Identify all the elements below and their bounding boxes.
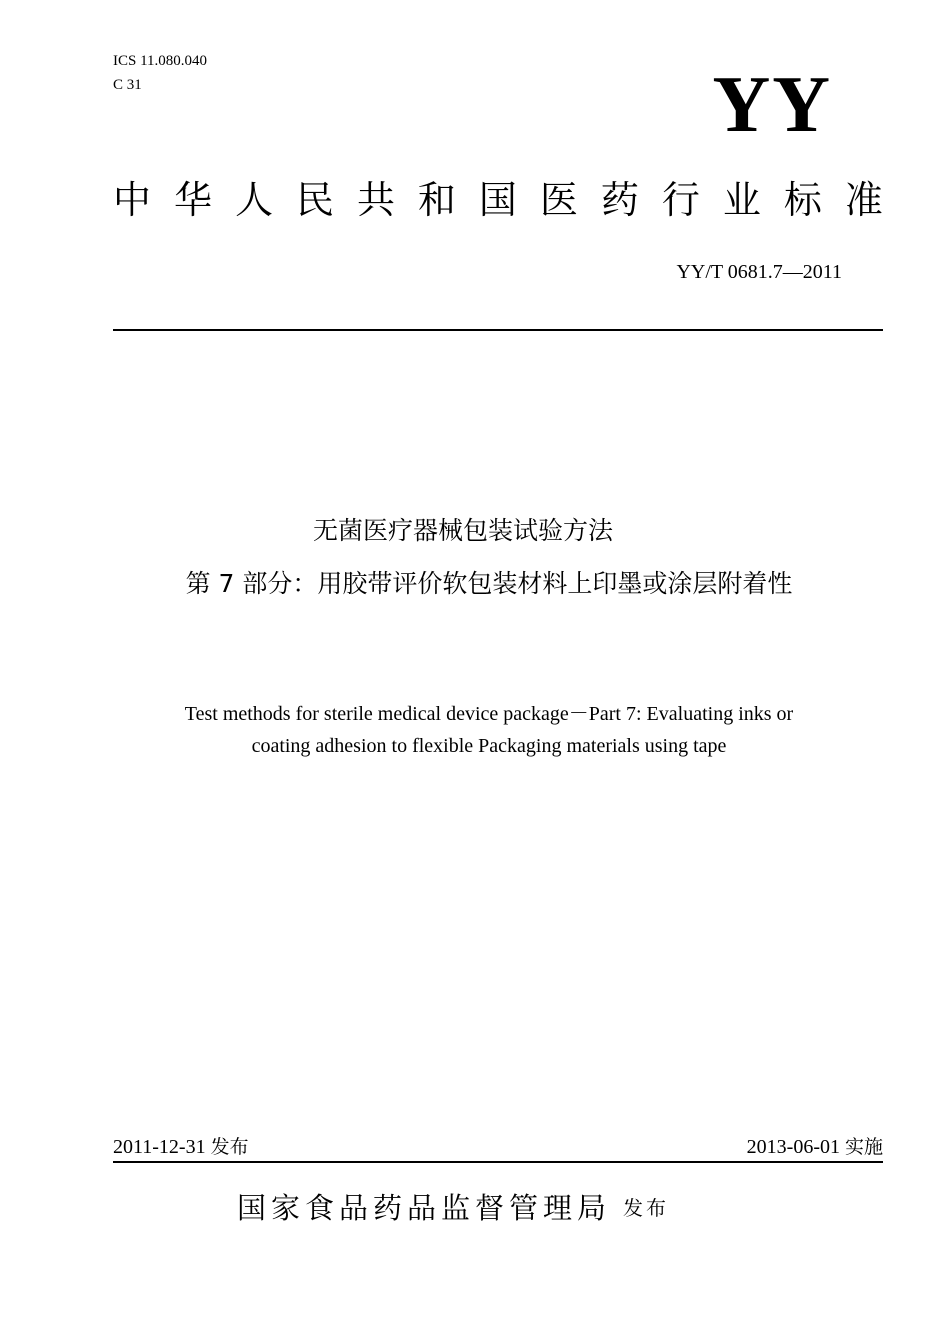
standard-number: YY/T 0681.7—2011 xyxy=(676,261,842,283)
publisher-line xyxy=(237,1188,669,1228)
implement-label: 实施 xyxy=(844,1136,883,1158)
top-divider xyxy=(113,329,883,331)
standard-type-char: 行 xyxy=(661,178,700,222)
issue-label: 发布 xyxy=(210,1136,249,1158)
publisher-action: 发布 xyxy=(623,1196,670,1220)
standard-type-char: 国 xyxy=(478,178,517,222)
english-title-line-2: coating adhesion to flexible Packaging materials using tape xyxy=(251,735,727,757)
standard-type-char: 医 xyxy=(539,178,578,222)
classification-codes xyxy=(113,49,207,97)
standard-type-char: 准 xyxy=(844,178,883,222)
standard-type-char: 业 xyxy=(722,178,761,222)
issue-date-block xyxy=(113,1134,249,1160)
bottom-divider xyxy=(113,1161,883,1163)
chinese-title-line-2: 第 7 部分：用胶带评价软包装材料上印墨或涂层附着性 xyxy=(185,569,793,598)
chinese-title-line-1: 无菌医疗器械包装试验方法 xyxy=(312,516,613,545)
ccs-code: C 31 xyxy=(113,77,142,93)
issue-date: 2011-12-31 xyxy=(113,1136,206,1158)
english-title xyxy=(14,698,950,762)
standard-type-char: 华 xyxy=(173,178,212,222)
standard-type-char: 标 xyxy=(783,178,822,222)
standard-type-char: 民 xyxy=(295,178,334,222)
yy-logo: YY xyxy=(712,61,832,149)
standard-type-char: 和 xyxy=(417,178,456,222)
publisher-organization: 国家食品药品监督管理局 xyxy=(237,1191,612,1225)
standard-type-char: 人 xyxy=(234,178,273,222)
standard-type-char: 药 xyxy=(600,178,639,222)
ics-code: ICS 11.080.040 xyxy=(113,53,208,69)
date-row xyxy=(113,1134,883,1160)
standard-type-char: 共 xyxy=(356,178,395,222)
implement-date: 2013-06-01 xyxy=(746,1136,840,1158)
standard-type-heading xyxy=(113,174,883,226)
english-title-line-1: Test methods for sterile medical device package－Part 7: Evaluating inks or xyxy=(184,703,794,725)
standard-type-char: 中 xyxy=(113,178,152,222)
implement-date-block xyxy=(747,1134,883,1160)
